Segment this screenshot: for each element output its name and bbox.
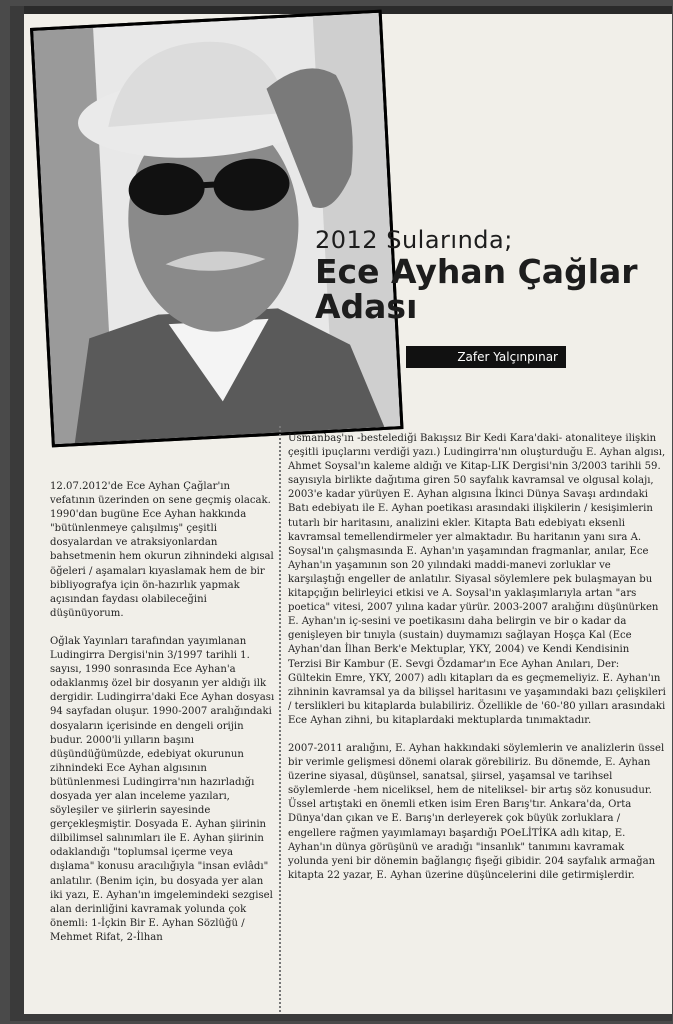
right-text-column — [288, 432, 666, 897]
paragraph: Oğlak Yayınları tarafından yayımlanan Ludingirra Dergisi'nin 3/1997 tarihli 1. sayısı, 1990 sonrasında Ece Ayhan'a odaklanmış özel bir dosyanın yer aldığı ilk dergidir. Ludingirra'daki Ece Ayhan dosyası 94 sayfadan oluşur. 1990-2007 aralığındaki dosyaların içerisinde en dengeli orijin budur. 2000'li yılların başını düşündüğümüzde, edebiyat okurunun zihnindeki Ece Ayhan algısının bütünlenmesi Ludingirra'nın hazırladığı dosyada yer alan inceleme yazıları, söyleşiler ve şiirlerin sayesinde gerçekleşmiştir. Dosyada E. Ayhan şiirinin dilbilimsel salınımları ile E. Ayhan şiirinin odaklandığı "toplumsal içerme veya dışlama" konusu aracılığıyla "insan evlâdı" anlatılır. (Benim için, bu dosyada yer alan iki yazı, E. Ayhan'ın imgelemindeki sezgisel alan derinliğini kavramak yolunda çok önemli: 1-İçkin Bir E. Ayhan Sözlüğü / Mehmet Rifat, 2-İlhan — [50, 635, 275, 943]
paragraph: Usmanbaş'ın -bestelediği Bakışsız Bir Kedi Kara'daki- atonaliteye ilişkin çeşitli ipuçlarını verdiği yazı.) Ludingirra'nın oluşturduğu E. Ayhan algısı, Ahmet Soysal'ın kaleme aldığı ve Kitap-LIK Dergisi'nin 3/2003 tarihli 59. sayısıyla birlikte dağıtıma giren 50 sayfalık kavramsal ve olgusal kolajı, 2003'e kadar yürüyen E. Ayhan algısına İkinci Dünya Savaşı ardındaki Batı edebiyatı ile E. Ayhan poetikası arasındaki ilişkilerin / kesişimlerin tutarlı bir haritasını, analizini ekler. Kitapta Batı edebiyatı eksenli kavramsal temellendirmeler yer almaktadır. Bu haritanın yanı sıra A. Soysal'ın çalışmasında E. Ayhan'ın yaşamından fragmanlar, anılar, Ece Ayhan'ın yaşamının son 20 yılındaki maddi-manevi zorluklar ve karşılaştığı engeller de anlatılır. Siyasal söylemlere pek bulaşmayan bu kitapçığın belirleyici etkisi ve A. Soysal'ın yaklaşımlarıyla artan "ars poetica" vitesi, 2007 yılına kadar yürür. 2003-2007 aralığını düşünürken E. Ayhan'ın iç-sesini ve poetikasını daha belirgin ve bir o kadar da genişleyen bir tınıyla (sustain) duymamızı sağlayan Hoşça Kal (Ece Ayhan'dan İlhan Berk'e Mektuplar, YKY, 2004) ve Kendi Kendisinin Terzisi Bir Kambur (E. Sevgi Özdamar'ın Ece Ayhan Anıları, Der: Gültekin Emre, YKY, 2007) adlı kitapları da es geçmemeliyiz. E. Ayhan'ın zihninin kavramsal ya da bilişsel haritasını ve yaşamındaki bazı çelişkileri / terslikleri bu kitaplarda bulabiliriz. Özellikle de '60-'80 yılları arasındaki Ece Ayhan zihni, bu kitaplardaki mektuplarda tınımaktadır. — [288, 433, 666, 726]
title-line-1: 2012 Sularında; — [315, 226, 513, 254]
left-text-column — [50, 480, 275, 959]
magazine-page — [10, 6, 672, 1021]
title-line-3: Adası — [315, 286, 418, 326]
column-divider — [279, 426, 281, 1016]
title-line-2: Ece Ayhan Çağlar — [315, 252, 638, 292]
article-title — [315, 228, 672, 324]
author-byline: Zafer Yalçınpınar — [406, 346, 566, 368]
scan-edge-left — [10, 6, 24, 1021]
scan-edge-bottom — [10, 1014, 672, 1021]
paragraph: 2007-2011 aralığını, E. Ayhan hakkındaki söylemlerin ve analizlerin üssel bir verimle gelişmesi dönemi olarak görebiliriz. Bu dönemde, E. Ayhan üzerine siyasal, düşünsel, sanatsal, şiirsel, yaşamsal ve tarihsel söylemlerde -hem niceliksel, hem de niteliksel- bir artış söz konusudur. Üssel artıştaki en önemli etken isim Eren Barış'tır. Ankara'da, Orta Dünya'dan çıkan ve E. Barış'ın derleyerek çok büyük zorluklara / engellere rağmen yayımlamayı başardığı POeLİTİKA adlı kitap, E. Ayhan'ın dünya görüşünü ve aradığı "insanlık" tanımını kavramak yolunda yeni bir dönemin bağlangıç fişeği gibidir. 204 sayfalık armağan kitapta 22 yazar, E. Ayhan üzerine düşüncelerini dile getirmişlerdir. — [288, 742, 665, 881]
paragraph: 12.07.2012'de Ece Ayhan Çağlar'ın vefatının üzerinden on sene geçmiş olacak. 1990'dan bugüne Ece Ayhan hakkında "bütünlenmeye çalışılmış" çeşitli dosyalardan ve atraksiyonlardan bahsetmenin hem okurun zihnindeki algısal öğeleri / aşamaları kıyaslamak hem de bir bibliyografya için ön-hazırlık yapmak açısından faydası olabileceğini düşünüyorum. — [50, 481, 274, 619]
